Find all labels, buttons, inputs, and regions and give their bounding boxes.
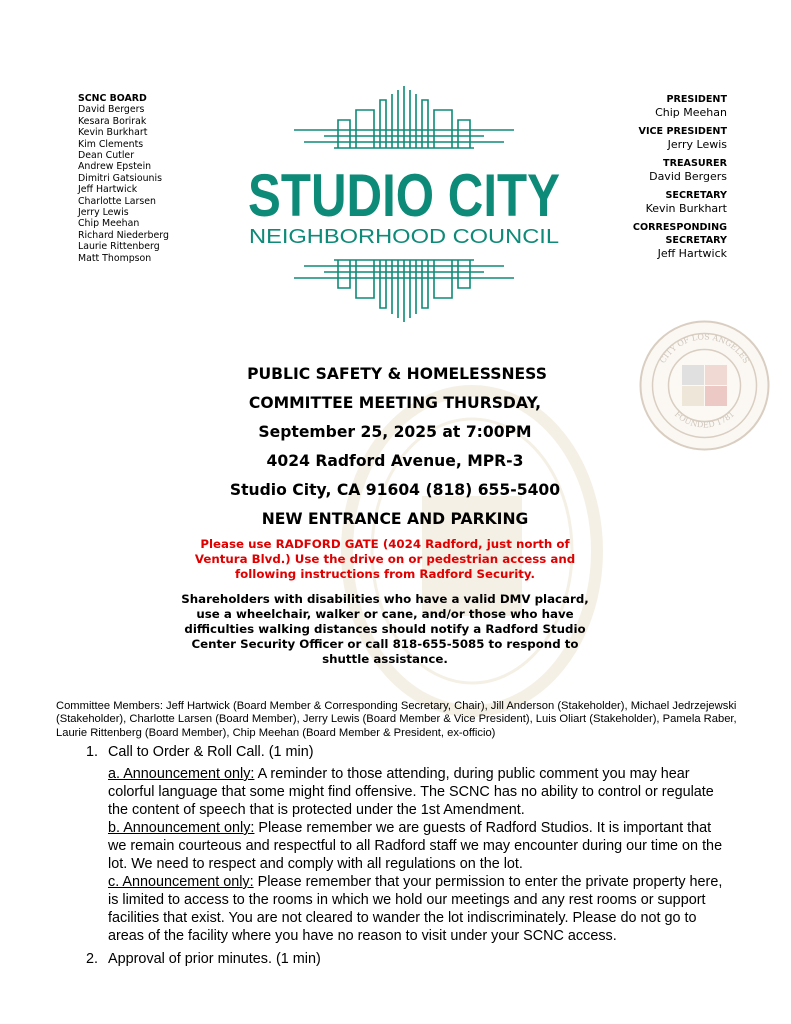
- announcement-label: c. Announcement only:: [108, 874, 254, 890]
- ada-line: use a wheelchair, walker or cane, and/or those who have: [196, 607, 574, 621]
- board-member: Kesara Borirak: [78, 115, 147, 127]
- announcement-text: Please remember that your permission to enter the private property here, is limited to access to the rooms in which we hold our meetings and any rest rooms or support facilities that exist. You are not cleared to wander the lot indiscriminately. Please do not go to areas of the facility where you have no reason to visit under your SCNC access.: [108, 874, 723, 944]
- officer-role: SECRETARY: [665, 235, 727, 246]
- board-member: Jeff Hartwick: [78, 184, 138, 196]
- board-member: Chip Meehan: [78, 218, 140, 230]
- officer-role: SECRETARY: [665, 190, 727, 201]
- agenda-item-number: 2.: [86, 951, 99, 967]
- ada-line: Center Security Officer or call 818-655-5085 to respond to: [191, 637, 579, 651]
- officer-role: TREASURER: [663, 158, 727, 169]
- officers-list: [633, 93, 727, 260]
- ada-line: Shareholders with disabilities who have a valid DMV placard,: [181, 592, 589, 606]
- announcement-label: a. Announcement only:: [108, 766, 255, 782]
- notice-line: following instructions from Radford Security.: [235, 567, 535, 581]
- board-heading: SCNC BOARD: [78, 93, 147, 104]
- officer-name: Chip Meehan: [655, 106, 727, 119]
- announcement-text: Please remember we are guests of Radford Studios. It is important that we remain courteous and respectful to all Radford staff we may encounter during our time on the lot. We need to respect and comply with all regulations on the lot.: [108, 820, 723, 872]
- officer-role: CORRESPONDING: [632, 222, 727, 233]
- agenda-item-number: 1.: [86, 744, 99, 760]
- agenda: [86, 743, 726, 968]
- ada-line: shuttle assistance.: [322, 652, 448, 666]
- title-line: 4024 Radford Avenue, MPR-3: [266, 452, 524, 470]
- officer-role: VICE PRESIDENT: [638, 126, 727, 137]
- officer-role: PRESIDENT: [666, 94, 727, 105]
- board-member: Kim Clements: [78, 138, 144, 150]
- logo-subtitle: NEIGHBORHOOD COUNCIL: [249, 226, 559, 248]
- notice-line: Please use RADFORD GATE (4024 Radford, just north of: [200, 537, 570, 551]
- agenda-subitem: [108, 819, 726, 873]
- board-member: Charlotte Larsen: [78, 195, 156, 207]
- parking-notice: [160, 537, 610, 582]
- agenda-item-text: Call to Order & Roll Call. (1 min): [108, 744, 314, 760]
- officer-name: Kevin Burkhart: [645, 202, 727, 215]
- officer-name: Jeff Hartwick: [657, 247, 727, 260]
- officer-name: Jerry Lewis: [667, 138, 727, 151]
- notice-line: Ventura Blvd.) Use the drive on or pedestrian access and: [194, 552, 576, 566]
- studio-city-logo: [244, 86, 564, 322]
- title-line: PUBLIC SAFETY & HOMELESSNESS: [247, 365, 547, 383]
- board-member: Dean Cutler: [78, 150, 135, 162]
- city-of-los-angeles-seal: [637, 318, 772, 453]
- committee-members: Committee Members: Jeff Hartwick (Board Member & Corresponding Secretary, Chair), Jill Anderson (Stakeholder), Michael Jedrzejewski (Stakeholder), Charlotte Larsen (Board Member), Jerry Lewis (Board Member & Vice President), Luis Oliart (Stakeholder), Pamela Raber, Laurie Rittenberg (Board Member), Chip Meehan (Board Member & President, ex-officio): [56, 700, 737, 739]
- board-member: David Bergers: [78, 104, 145, 116]
- meeting-title: [190, 360, 600, 534]
- accessibility-notice: [160, 592, 610, 667]
- title-line: COMMITTEE MEETING THURSDAY,: [248, 394, 542, 412]
- announcement-label: b. Announcement only:: [108, 820, 255, 836]
- seal-top-text: CITY OF LOS ANGELES: [658, 332, 751, 365]
- agenda-subitem: [108, 873, 726, 945]
- board-member: Jerry Lewis: [78, 207, 129, 219]
- agenda-item: [86, 950, 726, 968]
- title-line: Studio City, CA 91604 (818) 655-5400: [229, 481, 561, 499]
- board-list: [78, 93, 169, 264]
- seal-bottom-text: FOUNDED 1781: [672, 409, 737, 430]
- agenda-item-text: Approval of prior minutes. (1 min): [108, 951, 321, 967]
- officer-name: David Bergers: [649, 170, 727, 183]
- logo-title: STUDIO CITY: [248, 162, 560, 229]
- ada-line: difficulties walking distances should notify a Radford Studio: [184, 622, 586, 636]
- board-member: Kevin Burkhart: [78, 127, 148, 139]
- board-member: Andrew Epstein: [78, 161, 152, 173]
- agenda-item: [86, 743, 726, 945]
- title-line: September 25, 2025 at 7:00PM: [258, 423, 532, 441]
- announcement-text: A reminder to those attending, during public comment you may hear colorful language that some might find offensive. The SCNC has no ability to control or regulate the content of speech that is protected under the 1st Amendment.: [108, 766, 714, 818]
- agenda-subitem: [108, 765, 726, 819]
- board-member: Richard Niederberg: [78, 229, 169, 241]
- board-member: Matt Thompson: [78, 252, 152, 264]
- title-line: NEW ENTRANCE AND PARKING: [261, 510, 529, 528]
- board-member: Laurie Rittenberg: [78, 241, 160, 253]
- board-member: Dimitri Gatsiounis: [78, 172, 162, 184]
